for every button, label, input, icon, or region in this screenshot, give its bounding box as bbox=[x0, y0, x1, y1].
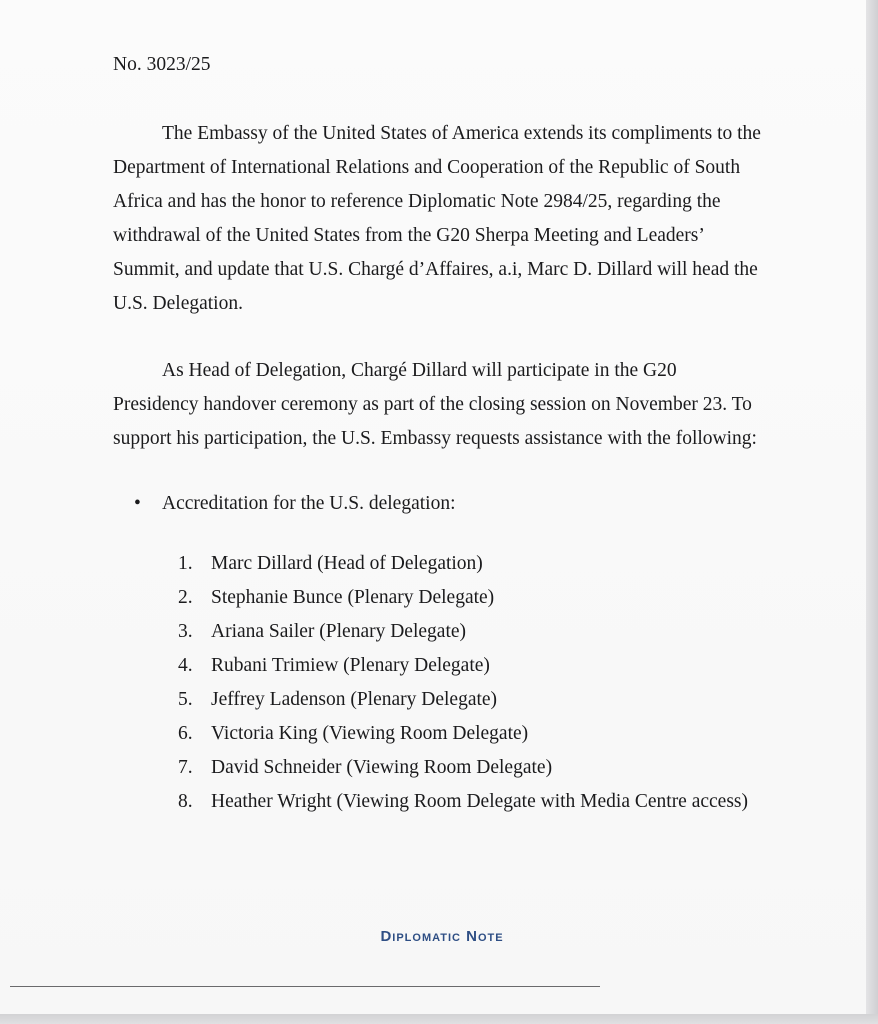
paragraph-line: Africa and has the honor to reference Diplomatic Note 2984/25, regarding the bbox=[113, 191, 721, 212]
bullet-icon: • bbox=[134, 493, 141, 514]
list-item-number: 6. bbox=[178, 723, 193, 744]
list-item-number: 4. bbox=[178, 655, 193, 676]
list-item bbox=[178, 615, 748, 649]
list-item bbox=[178, 547, 748, 581]
list-item-number: 7. bbox=[178, 757, 193, 778]
footer-divider bbox=[10, 986, 600, 987]
paragraph-participation bbox=[113, 354, 793, 456]
list-item-number: 8. bbox=[178, 791, 193, 812]
list-item bbox=[178, 581, 748, 615]
paragraph-line: Summit, and update that U.S. Chargé d’Affaires, a.i, Marc D. Dillard will head the bbox=[113, 259, 758, 280]
bullet-text: Accreditation for the U.S. delegation: bbox=[162, 493, 456, 514]
list-item-text: Heather Wright (Viewing Room Delegate with Media Centre access) bbox=[211, 791, 749, 812]
paragraph-line: U.S. Delegation. bbox=[113, 293, 243, 314]
list-item-text: Marc Dillard (Head of Delegation) bbox=[211, 553, 483, 574]
delegation-list bbox=[178, 547, 748, 819]
list-item-number: 5. bbox=[178, 689, 193, 710]
list-item-text: Ariana Sailer (Plenary Delegate) bbox=[211, 621, 467, 642]
list-item bbox=[178, 751, 748, 785]
list-item-number: 3. bbox=[178, 621, 193, 642]
list-item-text: Rubani Trimiew (Plenary Delegate) bbox=[211, 655, 490, 676]
paragraph-line: Presidency handover ceremony as part of the closing session on November 23. To bbox=[113, 394, 752, 415]
paragraph-line: Department of International Relations and Cooperation of the Republic of South bbox=[113, 157, 741, 178]
paragraph-line: withdrawal of the United States from the G20 Sherpa Meeting and Leaders’ bbox=[113, 225, 705, 246]
list-item-text: Stephanie Bunce (Plenary Delegate) bbox=[211, 587, 495, 608]
list-item bbox=[178, 785, 748, 819]
list-item-text: David Schneider (Viewing Room Delegate) bbox=[211, 757, 553, 778]
page-edge bbox=[0, 1014, 878, 1024]
list-item bbox=[178, 683, 748, 717]
list-item bbox=[178, 717, 748, 751]
paragraph-line: The Embassy of the United States of America extends its compliments to the bbox=[162, 123, 761, 144]
footer-label: Diplomatic Note bbox=[380, 928, 504, 945]
list-item-text: Victoria King (Viewing Room Delegate) bbox=[211, 723, 529, 744]
list-item bbox=[178, 649, 748, 683]
list-item-text: Jeffrey Ladenson (Plenary Delegate) bbox=[211, 689, 498, 710]
accreditation-bullet bbox=[134, 487, 456, 521]
note-number: No. 3023/25 bbox=[113, 54, 211, 75]
paragraph-line: support his participation, the U.S. Embassy requests assistance with the following: bbox=[113, 428, 757, 449]
paragraph-line: As Head of Delegation, Chargé Dillard will participate in the G20 bbox=[162, 360, 677, 381]
list-item-number: 2. bbox=[178, 587, 193, 608]
list-item-number: 1. bbox=[178, 553, 193, 574]
paragraph-introduction bbox=[113, 117, 793, 321]
